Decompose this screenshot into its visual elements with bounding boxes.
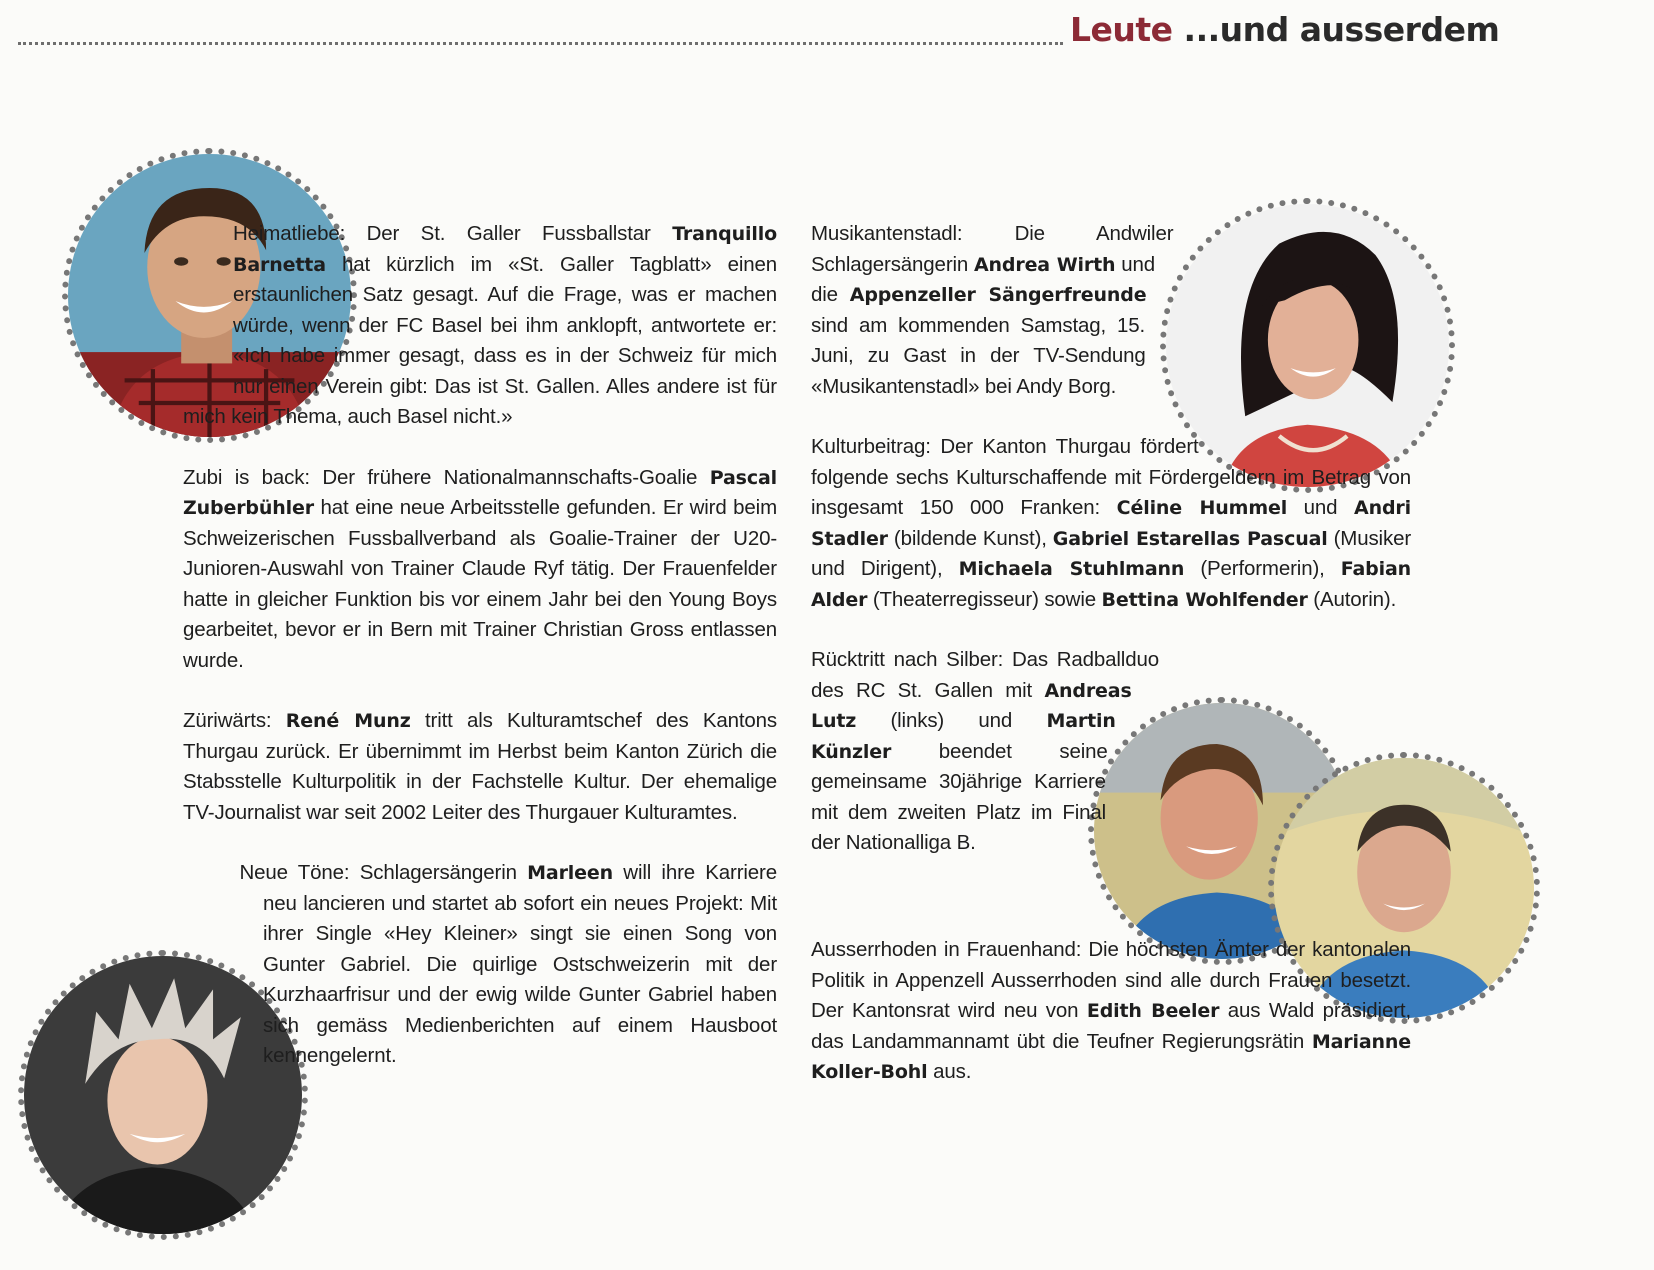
section-title-leute: Leute	[1070, 10, 1173, 49]
wrap-spacer-radball	[1101, 645, 1431, 935]
left-column	[183, 219, 777, 1102]
article-zuriwaerts: Züriwärts: René Munz tritt als Kulturamtschef des Kantons Thurgau zurück. Er übernimmt im Herbst beim Kanton Zürich die Stabsstelle Kulturpolitik in der Fachstelle Kultur. Der ehemalige TV-Journalist war seit 2002 Leiter des Thurgauer Kulturamtes.	[183, 709, 777, 824]
article-kulturbeitrag: Kulturbeitrag: Der Kanton Thurgau fördert folgende sechs Kulturschaffende mit Fördergeldern im Betrag von insgesamt 150 000 Franken: Céline Hummel und Andri Stadler (bildende Kunst), Gabriel Estarellas Pascual (Musiker und Dirigent), Michaela Stuhlmann (Performerin), Fabian Alder (Theaterregisseur) sowie Bettina Wohlfender (Autorin).	[811, 435, 1411, 611]
header-dotted-rule	[18, 42, 1063, 45]
article-zubi: Zubi is back: Der frühere Nationalmannschafts-Goalie Pascal Zuberbühler hat eine neue Arbeitsstelle gefunden. Er wird beim Schweizerischen Fussballverband als Goalie-Trainer der U20-Junioren-Auswahl von Trainer Claude Ryf tätig. Der Frauenfelder hatte in gleicher Funktion bis vor einem Jahr bei den Young Boys gearbeitet, bevor er in Bern mit Trainer Christian Gross entlassen wurde.	[183, 465, 777, 672]
section-title-rest: ...und ausserdem	[1172, 10, 1500, 49]
article-ausserrhoden: Ausserrhoden in Frauenhand: Die höchsten Ämter der kantonalen Politik in Appenzell Ausserrhoden sind alle durch Frauen besetzt. Der Kantonsrat wird neu von Edith Beeler aus Wald präsidiert, das Landammannamt übt die Teufner Regierungsrätin Marianne Koller-Bohl aus.	[811, 938, 1411, 1083]
section-title	[1070, 10, 1499, 49]
article-neue-toene: Neue Töne: Schlagersängerin Marleen will ihre Karriere neu lancieren und startet ab sofort ein neues Projekt: Mit ihrer Single «Hey Kleiner» singt sie einen Song von Gunter Gabriel. Die quirlige Ostschweizerin mit der Kurzhaarfrisur und der ewig wilde Gunter Gabriel haben sich gemäss Medienberichten auf einem Hausboot kennengelernt.	[239, 861, 777, 1067]
right-column	[811, 219, 1411, 1118]
article-musikantenstadl: Musikantenstadl: Die Andwiler Schlagersängerin Andrea Wirth und die Appenzeller Sängerfreunde sind am kommenden Samstag, 15. Juni, zu Gast in der TV-Sendung «Musikantenstadl» bei Andy Borg.	[811, 222, 1174, 398]
article-heimatliebe: Heimatliebe: Der St. Galler Fussballstar Tranquillo Barnetta hat kürzlich im «St. Galler Tagblatt» einen erstaunlichen Satz gesagt. Auf die Frage, was er machen würde, wenn der FC Basel bei ihm anklopft, antwortete er: «Ich habe immer gesagt, dass es in der Schweiz für mich nur einen Verein gibt: Das ist St. Gallen. Alles andere ist für mich kein Thema, auch Basel nicht.»	[183, 222, 777, 428]
article-ruecktritt: Rücktritt nach Silber: Das Radballduo des RC St. Gallen mit Andreas Lutz (links) und Martin Künzler beendet seine gemeinsame 30jährige Karriere mit dem zweiten Platz im Final der Nationalliga B.	[811, 648, 1159, 854]
wrap-spacer-barnetta	[43, 139, 233, 409]
wrap-spacer-wirth	[1131, 199, 1431, 439]
